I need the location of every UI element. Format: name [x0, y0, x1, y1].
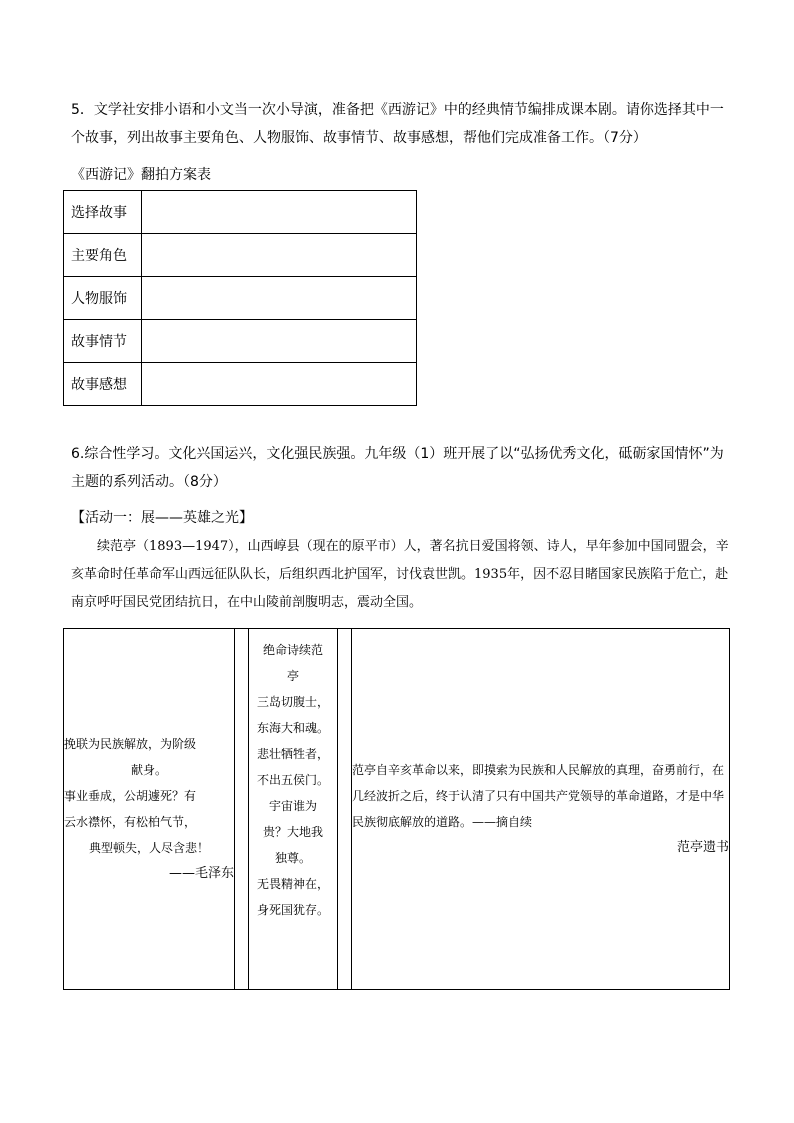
plan-table — [63, 190, 417, 406]
poem-line: 悲壮牺牲者， — [256, 747, 329, 761]
testament-text: 范亭自辛亥革命以来，即摸索为民族和人民解放的真理，奋勇前行，在几经波折之后，终于认清了只有中国共产党领导的革命道路，才是中华民族彻底解放的道路。——摘自续 — [352, 763, 725, 829]
poem-line: 身死国犹存。 — [256, 903, 329, 917]
testament-source: 范亭遗书 — [676, 840, 729, 855]
poem-line: 宇宙谁为 — [268, 799, 317, 813]
spacer-cell — [338, 629, 352, 990]
poem-line: 贵？大地我 — [262, 825, 323, 839]
answer-cell[interactable] — [142, 363, 417, 406]
mao-elegy-line: 挽联为民族解放，为阶级 — [64, 737, 197, 751]
plan-row — [64, 363, 417, 406]
mao-signature: ——毛泽东 — [168, 866, 234, 881]
plan-row — [64, 191, 417, 234]
quotes-table — [63, 628, 730, 990]
poem-line: 无畏精神在， — [256, 877, 329, 891]
poem-line: 绝命诗续范 — [262, 643, 323, 657]
poem-line: 独尊。 — [274, 851, 311, 865]
testament-cell — [352, 629, 730, 990]
farewell-poem-cell — [249, 629, 338, 990]
mao-elegy-line: 献身。 — [130, 763, 167, 777]
plan-row-label: 选择故事 — [64, 191, 142, 234]
question-5-text: 5．文学社安排小语和小文当一次小导演，准备把《西游记》中的经典情节编排成课本剧。请你选择其中一个故事，列出故事主要角色、人物服饰、故事情节、故事感想，帮他们完成准备工作。（7分） — [71, 102, 724, 146]
poem-line: 东海大和魂。 — [256, 721, 329, 735]
plan-row — [64, 234, 417, 277]
mao-elegy-line: 云水襟怀，有松柏气节， — [64, 815, 197, 829]
mao-elegy-line: 典型顿失，人尽含悲！ — [88, 841, 209, 855]
mao-elegy-line: 事业垂成，公胡遽死？有 — [64, 789, 197, 803]
poem-line: 三岛切腹士， — [256, 695, 329, 709]
activity-one-heading: 【活动一：展——英雄之光】 — [71, 510, 253, 526]
plan-row-label: 主要角色 — [64, 234, 142, 277]
plan-row — [64, 320, 417, 363]
question-6-text: 6.综合性学习。文化兴国运兴，文化强民族强。九年级（1）班开展了以“弘扬优秀文化，砥砺家国情怀”为主题的系列活动。（8分） — [71, 446, 724, 490]
answer-cell[interactable] — [142, 320, 417, 363]
plan-row-label: 故事情节 — [64, 320, 142, 363]
spacer-cell — [235, 629, 249, 990]
plan-row — [64, 277, 417, 320]
answer-cell[interactable] — [142, 191, 417, 234]
plan-table-title: 《西游记》翻拍方案表 — [71, 167, 211, 183]
poem-line: 亭 — [286, 669, 299, 683]
plan-row-label: 故事感想 — [64, 363, 142, 406]
answer-cell[interactable] — [142, 234, 417, 277]
poem-line: 不出五侯门。 — [256, 773, 329, 787]
plan-row-label: 人物服饰 — [64, 277, 142, 320]
biography-paragraph: 续范亭（1893—1947），山西崞县（现在的原平市）人，著名抗日爱国将领、诗人，早年参加中国同盟会，辛亥革命时任革命军山西远征队队长，后组织西北护国军，讨伐袁世凯。1935年，因不忍目睹国家民族陷于危亡，赴南京呼吁国民党团结抗日，在中山陵前剖腹明志，震动全国。 — [71, 539, 729, 610]
mao-elegy-cell — [64, 629, 235, 990]
answer-cell[interactable] — [142, 277, 417, 320]
